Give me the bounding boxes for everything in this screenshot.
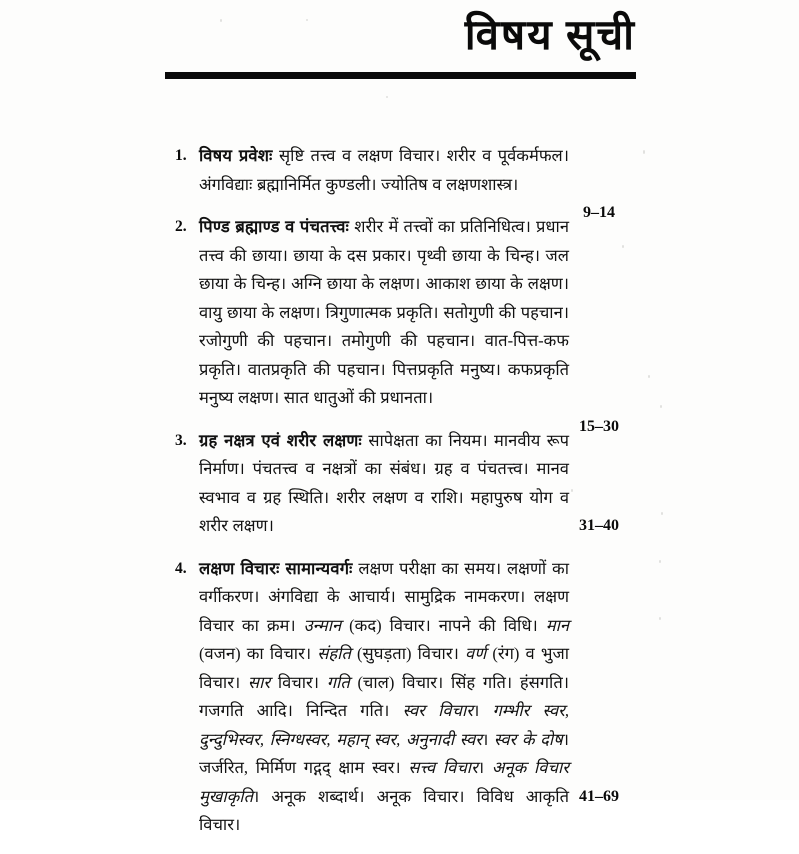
toc-entry-page-range: 31–40 — [579, 517, 619, 534]
plain-text-run: । — [482, 729, 494, 749]
emphasised-term: गम्भीर स्वर, दुन्दुभिस्वर, स्निग्धस्वर, महान् स्वर, अनुनादी स्वर — [199, 701, 570, 749]
scan-speck — [648, 375, 650, 378]
title-divider-rule — [165, 72, 636, 79]
plain-text-run: विचार। — [270, 672, 327, 692]
toc-entry-page-range: 9–14 — [583, 204, 615, 221]
scan-speck — [386, 96, 388, 98]
toc-entry[interactable] — [175, 427, 645, 541]
emphasised-term: स्वर के दोष — [493, 729, 563, 749]
toc-entry-page-range: 41–69 — [579, 787, 619, 805]
plain-text-run: । — [473, 701, 493, 720]
plain-text-run: (रंग) व भुजा विचार। — [199, 644, 569, 692]
plain-text-run: (सुघड़ता) विचार। — [350, 644, 466, 663]
emphasised-term: मान — [545, 615, 570, 635]
plain-text-run: (वजन) का विचार। — [199, 644, 318, 663]
toc-entry[interactable] — [175, 213, 645, 435]
scan-speck — [622, 245, 624, 248]
scan-speck — [660, 405, 662, 408]
plain-text-run: (कद) विचार। नापने की विधि। — [341, 615, 546, 635]
plain-text-run: । — [477, 758, 492, 777]
toc-entry-heading: विषय प्रवेशः — [199, 146, 273, 165]
toc-entry-number: 2. — [175, 218, 187, 235]
toc-entry-row — [175, 427, 645, 541]
toc-entry-description: शरीर में तत्त्वों का प्रतिनिधित्व। प्रधान तत्त्व की छाया। छाया के दस प्रकार। पृथ्वी छाया के चिन्ह। जल छाया के चिन्ह। अग्नि छाया के लक्षण। आकाश छाया के लक्षण। वायु छाया के लक्षण। त्रिगुणात्मक प्रकृति। सतोगुणी की पहचान। रजोगुणी की पहचान। तमोगुणी की पहचान। वात-पित्त-कफ प्रकृति। वातप्रकृति की पहचान। पित्तप्रकृति मनुष्य। कफप्रकृति मनुष्य लक्षण। सात धातुओं की प्रधानता। — [199, 217, 569, 407]
plain-text-run: लक्षण परीक्षा का समय। लक्षणों का वर्गीकरण। अंगविद्या के आचार्य। सामुद्रिक नामकरण। लक्षण विचार का क्रम। — [199, 558, 569, 635]
toc-entry-text — [199, 213, 569, 413]
emphasised-term: गति — [326, 672, 350, 692]
scan-speck — [659, 617, 661, 620]
table-of-contents — [175, 142, 645, 854]
emphasised-term: उन्मान — [303, 615, 342, 635]
emphasised-term: सत्त्व विचार — [408, 758, 478, 777]
toc-entry-heading: लक्षण विचारः सामान्यवर्गः — [199, 558, 353, 578]
toc-entry-body — [199, 555, 645, 840]
toc-entry-text — [199, 427, 569, 541]
scan-speck — [220, 19, 222, 22]
title-block — [165, 12, 636, 79]
toc-entry-number: 1. — [175, 147, 187, 164]
page-title: विषय सूची — [464, 13, 636, 59]
toc-entry-row — [175, 555, 645, 840]
emphasised-term: स्वर विचार — [402, 701, 474, 720]
toc-entry-body — [199, 213, 645, 435]
toc-entry-row — [175, 142, 645, 221]
toc-entry-body — [199, 427, 645, 541]
toc-entry-number: 3. — [175, 431, 187, 449]
scan-speck — [661, 512, 663, 515]
toc-entry-row — [175, 213, 645, 435]
toc-entry-text — [199, 142, 569, 199]
emphasised-term: सार — [247, 672, 271, 692]
emphasised-term: वर्ण — [465, 644, 487, 663]
toc-entry-number: 4. — [175, 559, 187, 577]
plain-text-run: । जर्जरित, मिर्मिण गद्गद् क्षाम स्वर। — [199, 729, 569, 777]
toc-entry-description — [199, 559, 569, 835]
plain-text-run: (चाल) विचार। सिंह गति। हंसगति। गजगति आदि। निन्दित गति। — [199, 672, 569, 720]
plain-text-run: । अनूक शब्दार्थ। अनूक विचार। विविध आकृति विचार। — [199, 786, 569, 834]
emphasised-term: अनूक विचार मुखाकृति — [199, 758, 569, 806]
toc-entry-text — [199, 555, 569, 840]
toc-entry-description: सापेक्षता का नियम। मानवीय रूप निर्माण। पंचतत्त्व व नक्षत्रों का संबंध। ग्रह व पंचतत्त्व। मानव स्वभाव व ग्रह स्थिति। शरीर लक्षण व राशि। महापुरुष योग व शरीर लक्षण। — [199, 430, 569, 535]
scan-speck — [571, 489, 573, 492]
toc-entry-page-range: 15–30 — [579, 417, 619, 435]
scan-speck — [306, 19, 308, 21]
scan-speck — [659, 560, 661, 563]
toc-entry[interactable] — [175, 555, 645, 840]
emphasised-term: संहति — [317, 644, 351, 663]
toc-entry-description: सृष्टि तत्त्व व लक्षण विचार। शरीर व पूर्वकर्मफल। अंगविद्याः ब्रह्मानिर्मित कुण्डली। ज्योतिष व लक्षणशास्त्र। — [199, 146, 569, 194]
toc-entry-heading: पिण्ड ब्रह्माण्ड व पंचतत्त्वः — [199, 217, 350, 236]
toc-entry-heading: ग्रह नक्षत्र एवं शरीर लक्षणः — [199, 430, 362, 450]
toc-entry[interactable] — [175, 142, 645, 221]
scan-speck — [643, 150, 645, 154]
toc-entry-body — [199, 142, 645, 221]
